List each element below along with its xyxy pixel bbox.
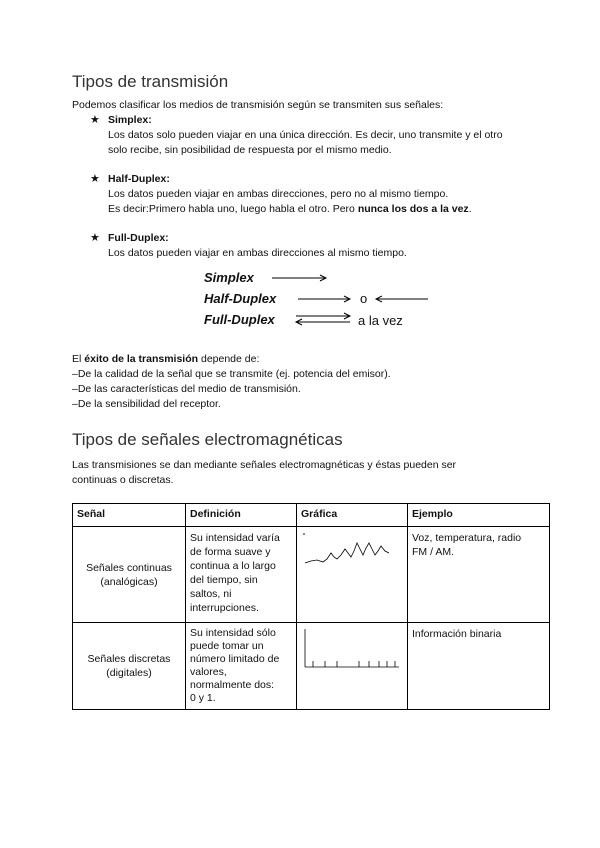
definition-line: normalmente dos: [190, 679, 275, 691]
simplex-text-line: Los datos solo pueden viajar en una única dirección. Es decir, uno transmite y el otro [108, 129, 503, 141]
definition-line: Su intensidad sólo [190, 627, 276, 639]
diagram-simplex-label: Simplex [204, 270, 254, 285]
transmission-diagram [200, 268, 440, 330]
diagram-full-duplex-text: a la vez [358, 313, 403, 328]
table-row [73, 527, 550, 623]
diagram-half-duplex-label: Half-Duplex [204, 291, 277, 306]
star-bullet-icon: ★ [90, 114, 100, 126]
definition-line: valores, [190, 666, 227, 678]
half-duplex-line2-bold: nunca los dos a la vez [357, 203, 469, 215]
diagram-half-duplex-text: o [360, 291, 368, 306]
signal-cell [73, 623, 186, 710]
signals-intro-line: continuas o discretas. [72, 474, 174, 486]
section-title-transmission: Tipos de transmisión [72, 72, 229, 91]
star-bullet-icon: ★ [90, 173, 100, 185]
definition-line: número limitado de [190, 653, 280, 665]
simplex-text-line: solo recibe, sin posibilidad de respuesta por el mismo medio. [108, 144, 392, 156]
table-row [73, 623, 550, 710]
definition-line: Su intensidad varía [190, 532, 280, 544]
half-duplex-title: Half-Duplex: [108, 173, 170, 185]
signal-type: (analógicas) [100, 575, 158, 588]
signals-table [72, 503, 550, 710]
half-duplex-text-line [108, 202, 472, 217]
definition-line: 0 y 1. [190, 692, 216, 704]
success-list-item: –De la calidad de la señal que se transmite (ej. potencia del emisor). [72, 368, 391, 380]
success-pre: El [72, 353, 85, 365]
graph-cell [297, 623, 408, 710]
table-header-cell: Gráfica [297, 504, 408, 527]
analog-signal-graph [301, 531, 397, 575]
signal-name: Señales discretas [87, 653, 171, 665]
half-duplex-line2-post: . [468, 203, 472, 215]
full-duplex-text-line: Los datos pueden viajar en ambas direcciones al mismo tiempo. [108, 247, 407, 259]
table-header-cell: Definición [186, 504, 297, 527]
signal-cell [73, 527, 186, 623]
signals-intro-line: Las transmisiones se dan mediante señales electromagnéticas y éstas pueden ser [72, 459, 457, 471]
signal-type: (digitales) [106, 667, 152, 679]
intro-text: Podemos clasificar los medios de transmisión según se transmiten sus señales: [72, 99, 444, 111]
star-bullet-icon: ★ [90, 232, 100, 244]
definition-cell [186, 527, 297, 623]
definition-line: interrupciones. [190, 602, 259, 614]
section-title-signals: Tipos de señales electromagnéticas [72, 430, 343, 449]
graph-cell [297, 527, 408, 623]
example-cell [408, 623, 550, 710]
half-duplex-line2-pre: Es decir:Primero habla uno, luego habla el otro. Pero [108, 203, 358, 215]
success-list-item: –De las características del medio de transmisión. [72, 383, 301, 395]
diagram-arrows [200, 268, 440, 330]
example-line: Voz, temperatura, radio [412, 532, 522, 544]
digital-signal-graph [301, 627, 401, 671]
half-duplex-text-line: Los datos pueden viajar en ambas direcciones, pero no al mismo tiempo. [108, 188, 449, 200]
full-duplex-title: Full-Duplex: [108, 232, 169, 244]
definition-line: saltos, ni [190, 588, 232, 600]
success-intro [72, 352, 259, 367]
definition-line: puede tomar un [190, 640, 264, 652]
diagram-full-duplex-label: Full-Duplex [204, 312, 275, 327]
signal-name: Señales continuas [86, 561, 172, 574]
table-header-cell: Ejemplo [408, 504, 550, 527]
example-line: FM / AM. [412, 546, 454, 558]
definition-cell [186, 623, 297, 710]
definition-line: continua a lo largo [190, 560, 276, 572]
table-header-cell: Señal [73, 504, 186, 527]
example-cell [408, 527, 550, 623]
table-header-row [73, 504, 550, 527]
success-list-item: –De la sensibilidad del receptor. [72, 398, 221, 410]
definition-line: del tiempo, sin [190, 574, 258, 586]
success-post: depende de: [198, 353, 260, 365]
definition-line: de forma suave y [190, 546, 271, 558]
success-bold: éxito de la transmisión [84, 353, 199, 365]
simplex-title: Simplex: [108, 114, 152, 126]
example-line: Información binaria [412, 628, 502, 640]
